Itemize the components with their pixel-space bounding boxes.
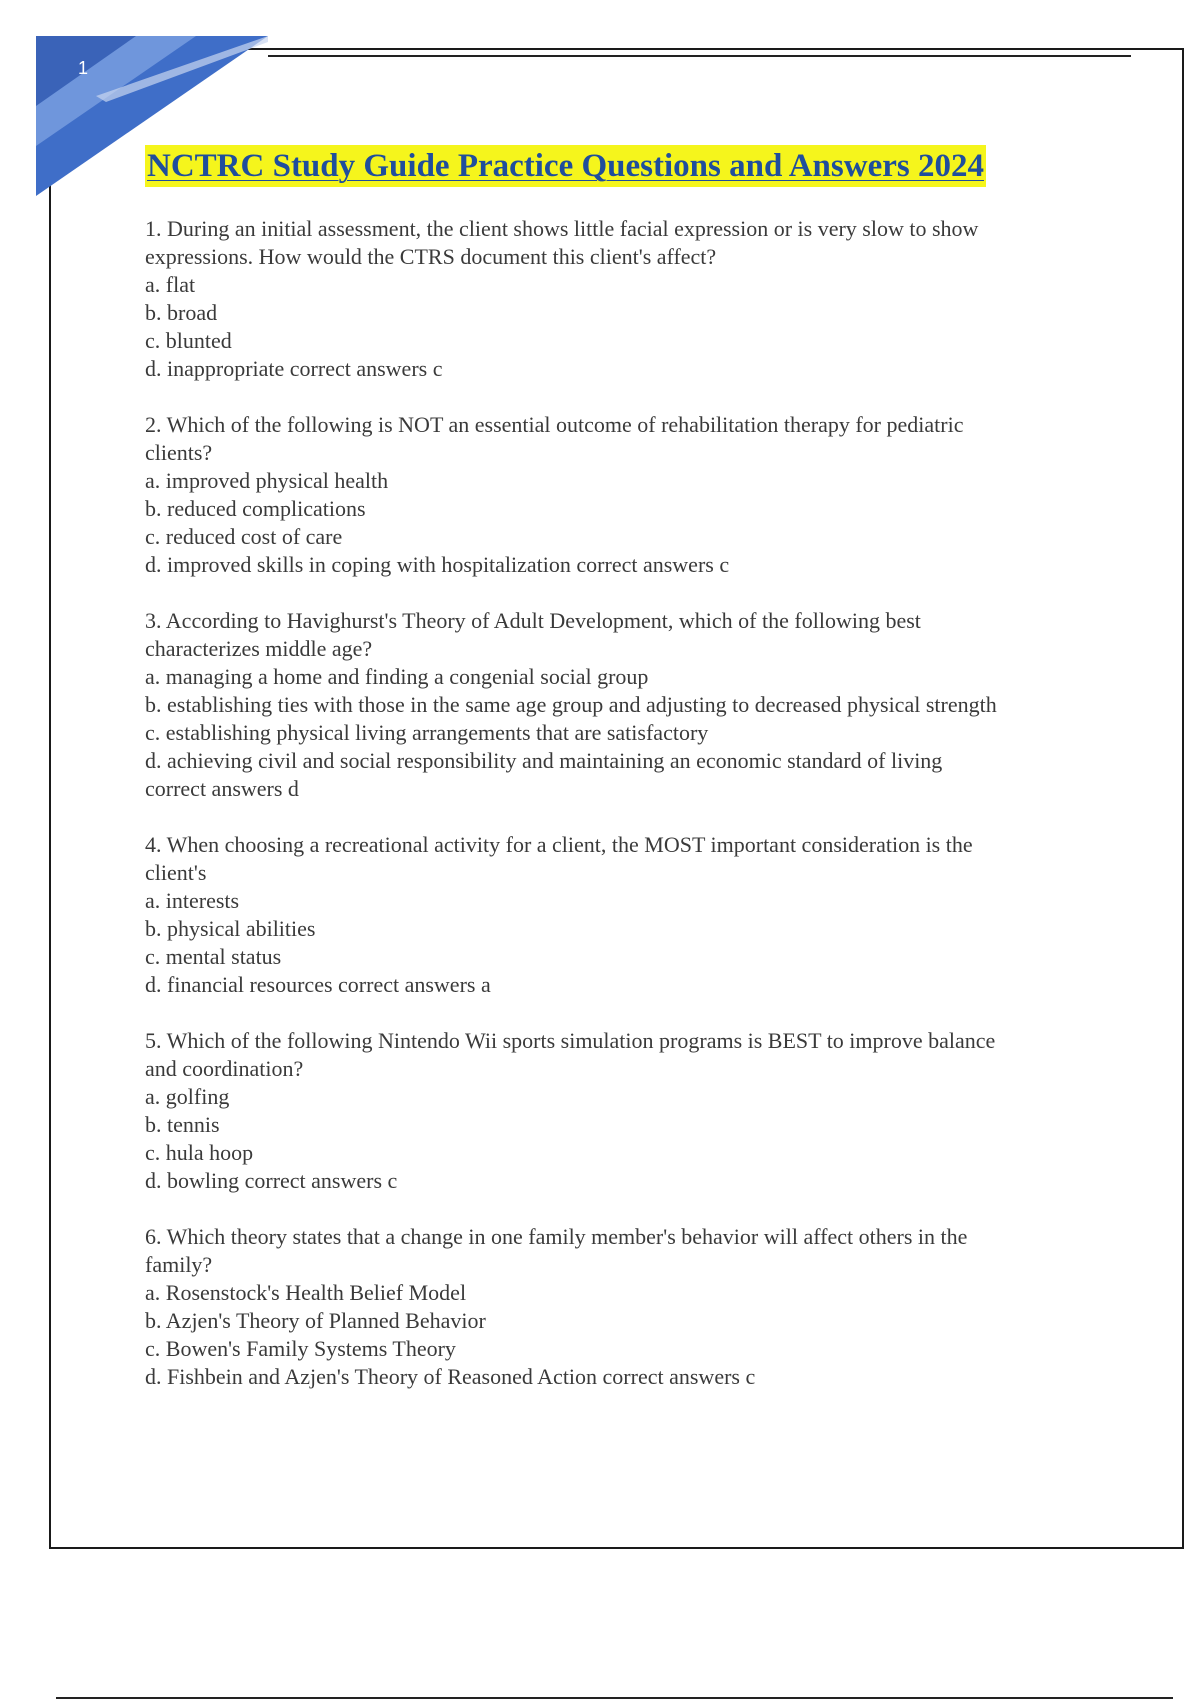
answer-option: c. reduced cost of care: [145, 524, 343, 549]
answer-option: a. improved physical health: [145, 468, 389, 493]
question-4: [145, 831, 1085, 999]
answer-option: d. achieving civil and social responsibility and maintaining an economic standard of living: [145, 748, 943, 773]
question-stem-line: 3. According to Havighurst's Theory of Adult Development, which of the following best: [145, 608, 921, 633]
answer-option: a. interests: [145, 888, 240, 913]
answer-option: c. establishing physical living arrangements that are satisfactory: [145, 720, 709, 745]
question-5: [145, 1027, 1085, 1195]
answer-option: d. financial resources correct answers a: [145, 972, 491, 997]
answer-option: d. Fishbein and Azjen's Theory of Reasoned Action correct answers c: [145, 1364, 756, 1389]
page-number: 1: [78, 58, 89, 78]
questions-list: [145, 215, 1085, 1419]
answer-option: b. tennis: [145, 1112, 220, 1137]
question-stem-line: 5. Which of the following Nintendo Wii sports simulation programs is BEST to improve balance: [145, 1028, 996, 1053]
question-stem-line: expressions. How would the CTRS document this client's affect?: [145, 244, 717, 269]
answer-option: correct answers d: [145, 776, 299, 801]
question-stem-line: 6. Which theory states that a change in one family member's behavior will affect others in the: [145, 1224, 968, 1249]
page-title: NCTRC Study Guide Practice Questions and Answers 2024: [145, 145, 986, 187]
question-stem-line: 2. Which of the following is NOT an essential outcome of rehabilitation therapy for pediatric: [145, 412, 964, 437]
answer-option: c. Bowen's Family Systems Theory: [145, 1336, 456, 1361]
answer-option: b. reduced complications: [145, 496, 366, 521]
question-stem-line: characterizes middle age?: [145, 636, 373, 661]
question-stem-line: 1. During an initial assessment, the client shows little facial expression or is very slow to show: [145, 216, 979, 241]
answer-option: b. broad: [145, 300, 218, 325]
answer-option: a. Rosenstock's Health Belief Model: [145, 1280, 467, 1305]
answer-option: b. Azjen's Theory of Planned Behavior: [145, 1308, 486, 1333]
answer-option: d. improved skills in coping with hospitalization correct answers c: [145, 552, 730, 577]
question-stem-line: client's: [145, 860, 207, 885]
answer-option: b. establishing ties with those in the same age group and adjusting to decreased physical strength: [145, 692, 997, 717]
footer-rule: [56, 1697, 1173, 1699]
answer-option: b. physical abilities: [145, 916, 316, 941]
question-stem-line: family?: [145, 1252, 213, 1277]
question-stem-line: clients?: [145, 440, 213, 465]
question-stem-line: 4. When choosing a recreational activity for a client, the MOST important consideration is the: [145, 832, 973, 857]
question-6: [145, 1223, 1085, 1391]
answer-option: c. mental status: [145, 944, 282, 969]
header-rule: [268, 55, 1131, 57]
question-3: [145, 607, 1085, 803]
answer-option: a. golfing: [145, 1084, 230, 1109]
answer-option: d. bowling correct answers c: [145, 1168, 398, 1193]
question-2: [145, 411, 1085, 579]
answer-option: a. managing a home and finding a congenial social group: [145, 664, 649, 689]
answer-option: c. blunted: [145, 328, 232, 353]
answer-option: c. hula hoop: [145, 1140, 254, 1165]
answer-option: a. flat: [145, 272, 196, 297]
question-stem-line: and coordination?: [145, 1056, 304, 1081]
answer-option: d. inappropriate correct answers c: [145, 356, 443, 381]
question-1: [145, 215, 1085, 383]
